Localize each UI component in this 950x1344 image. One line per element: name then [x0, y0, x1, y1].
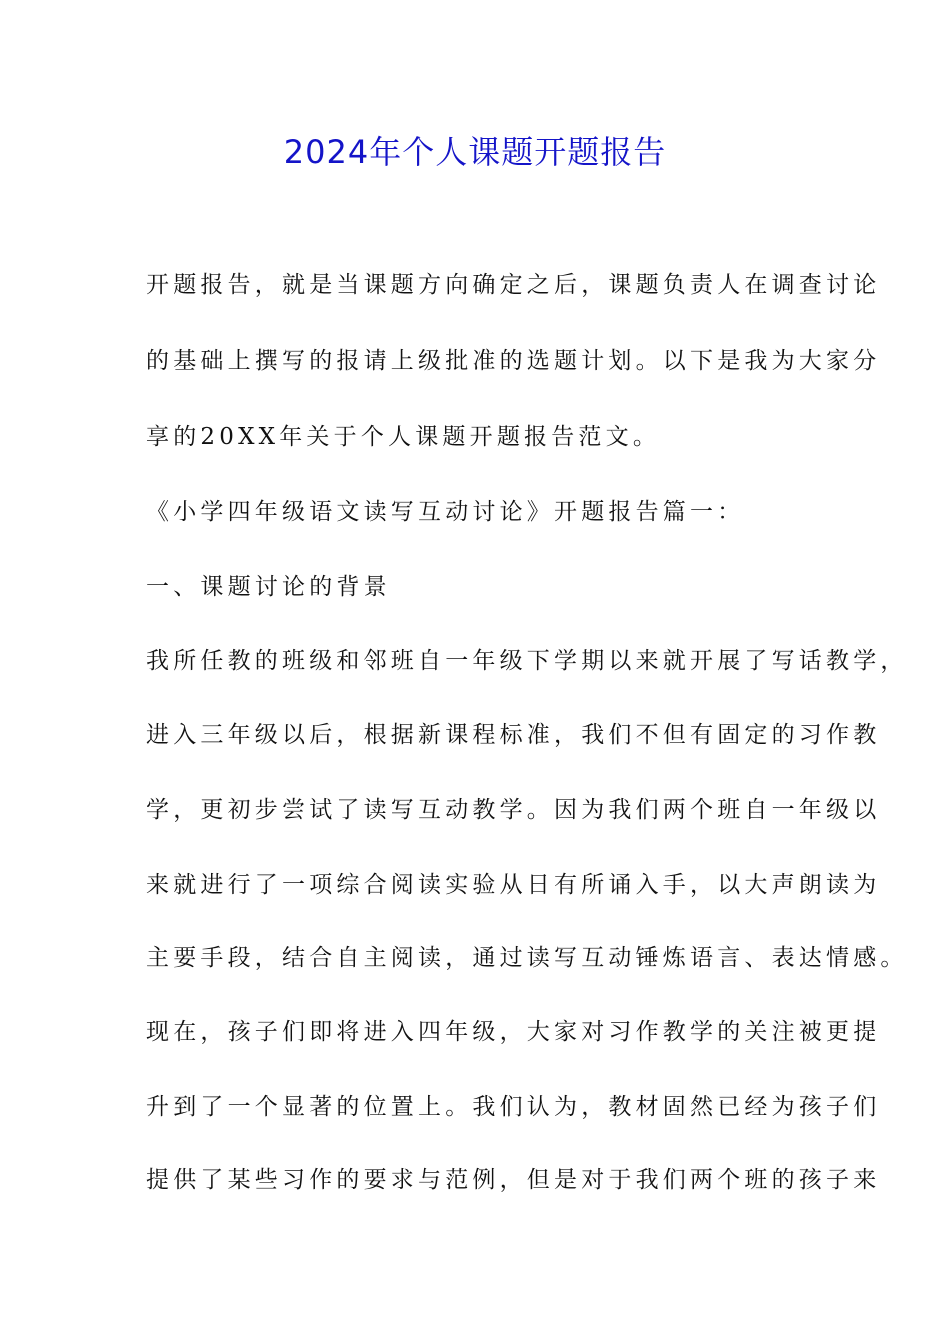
paragraph-line: 学，更初步尝试了读写互动教学。因为我们两个班自一年级以	[146, 797, 881, 823]
paragraph-line: 享的20XX年关于个人课题开题报告范文。	[146, 424, 661, 450]
paragraph-line: 升到了一个显著的位置上。我们认为，教材固然已经为孩子们	[146, 1094, 881, 1120]
paragraph-line: 现在，孩子们即将进入四年级，大家对习作教学的关注被更提	[146, 1019, 881, 1045]
section-heading: 一、课题讨论的背景	[146, 574, 391, 600]
section-heading: 《小学四年级语文读写互动讨论》开题报告篇一：	[146, 499, 745, 525]
paragraph-line: 开题报告，就是当课题方向确定之后，课题负责人在调查讨论	[146, 272, 881, 298]
paragraph-line: 的基础上撰写的报请上级批准的选题计划。以下是我为大家分	[146, 348, 881, 374]
paragraph-line: 提供了某些习作的要求与范例，但是对于我们两个班的孩子来	[146, 1167, 881, 1193]
paragraph-line: 进入三年级以后，根据新课程标准，我们不但有固定的习作教	[146, 722, 881, 748]
paragraph-line: 我所任教的班级和邻班自一年级下学期以来就开展了写话教学，	[146, 648, 908, 674]
document-title: 2024年个人课题开题报告	[283, 133, 667, 171]
paragraph-line: 来就进行了一项综合阅读实验从日有所诵入手，以大声朗读为	[146, 872, 881, 898]
paragraph-line: 主要手段，结合自主阅读，通过读写互动锤炼语言、表达情感。	[146, 945, 908, 971]
